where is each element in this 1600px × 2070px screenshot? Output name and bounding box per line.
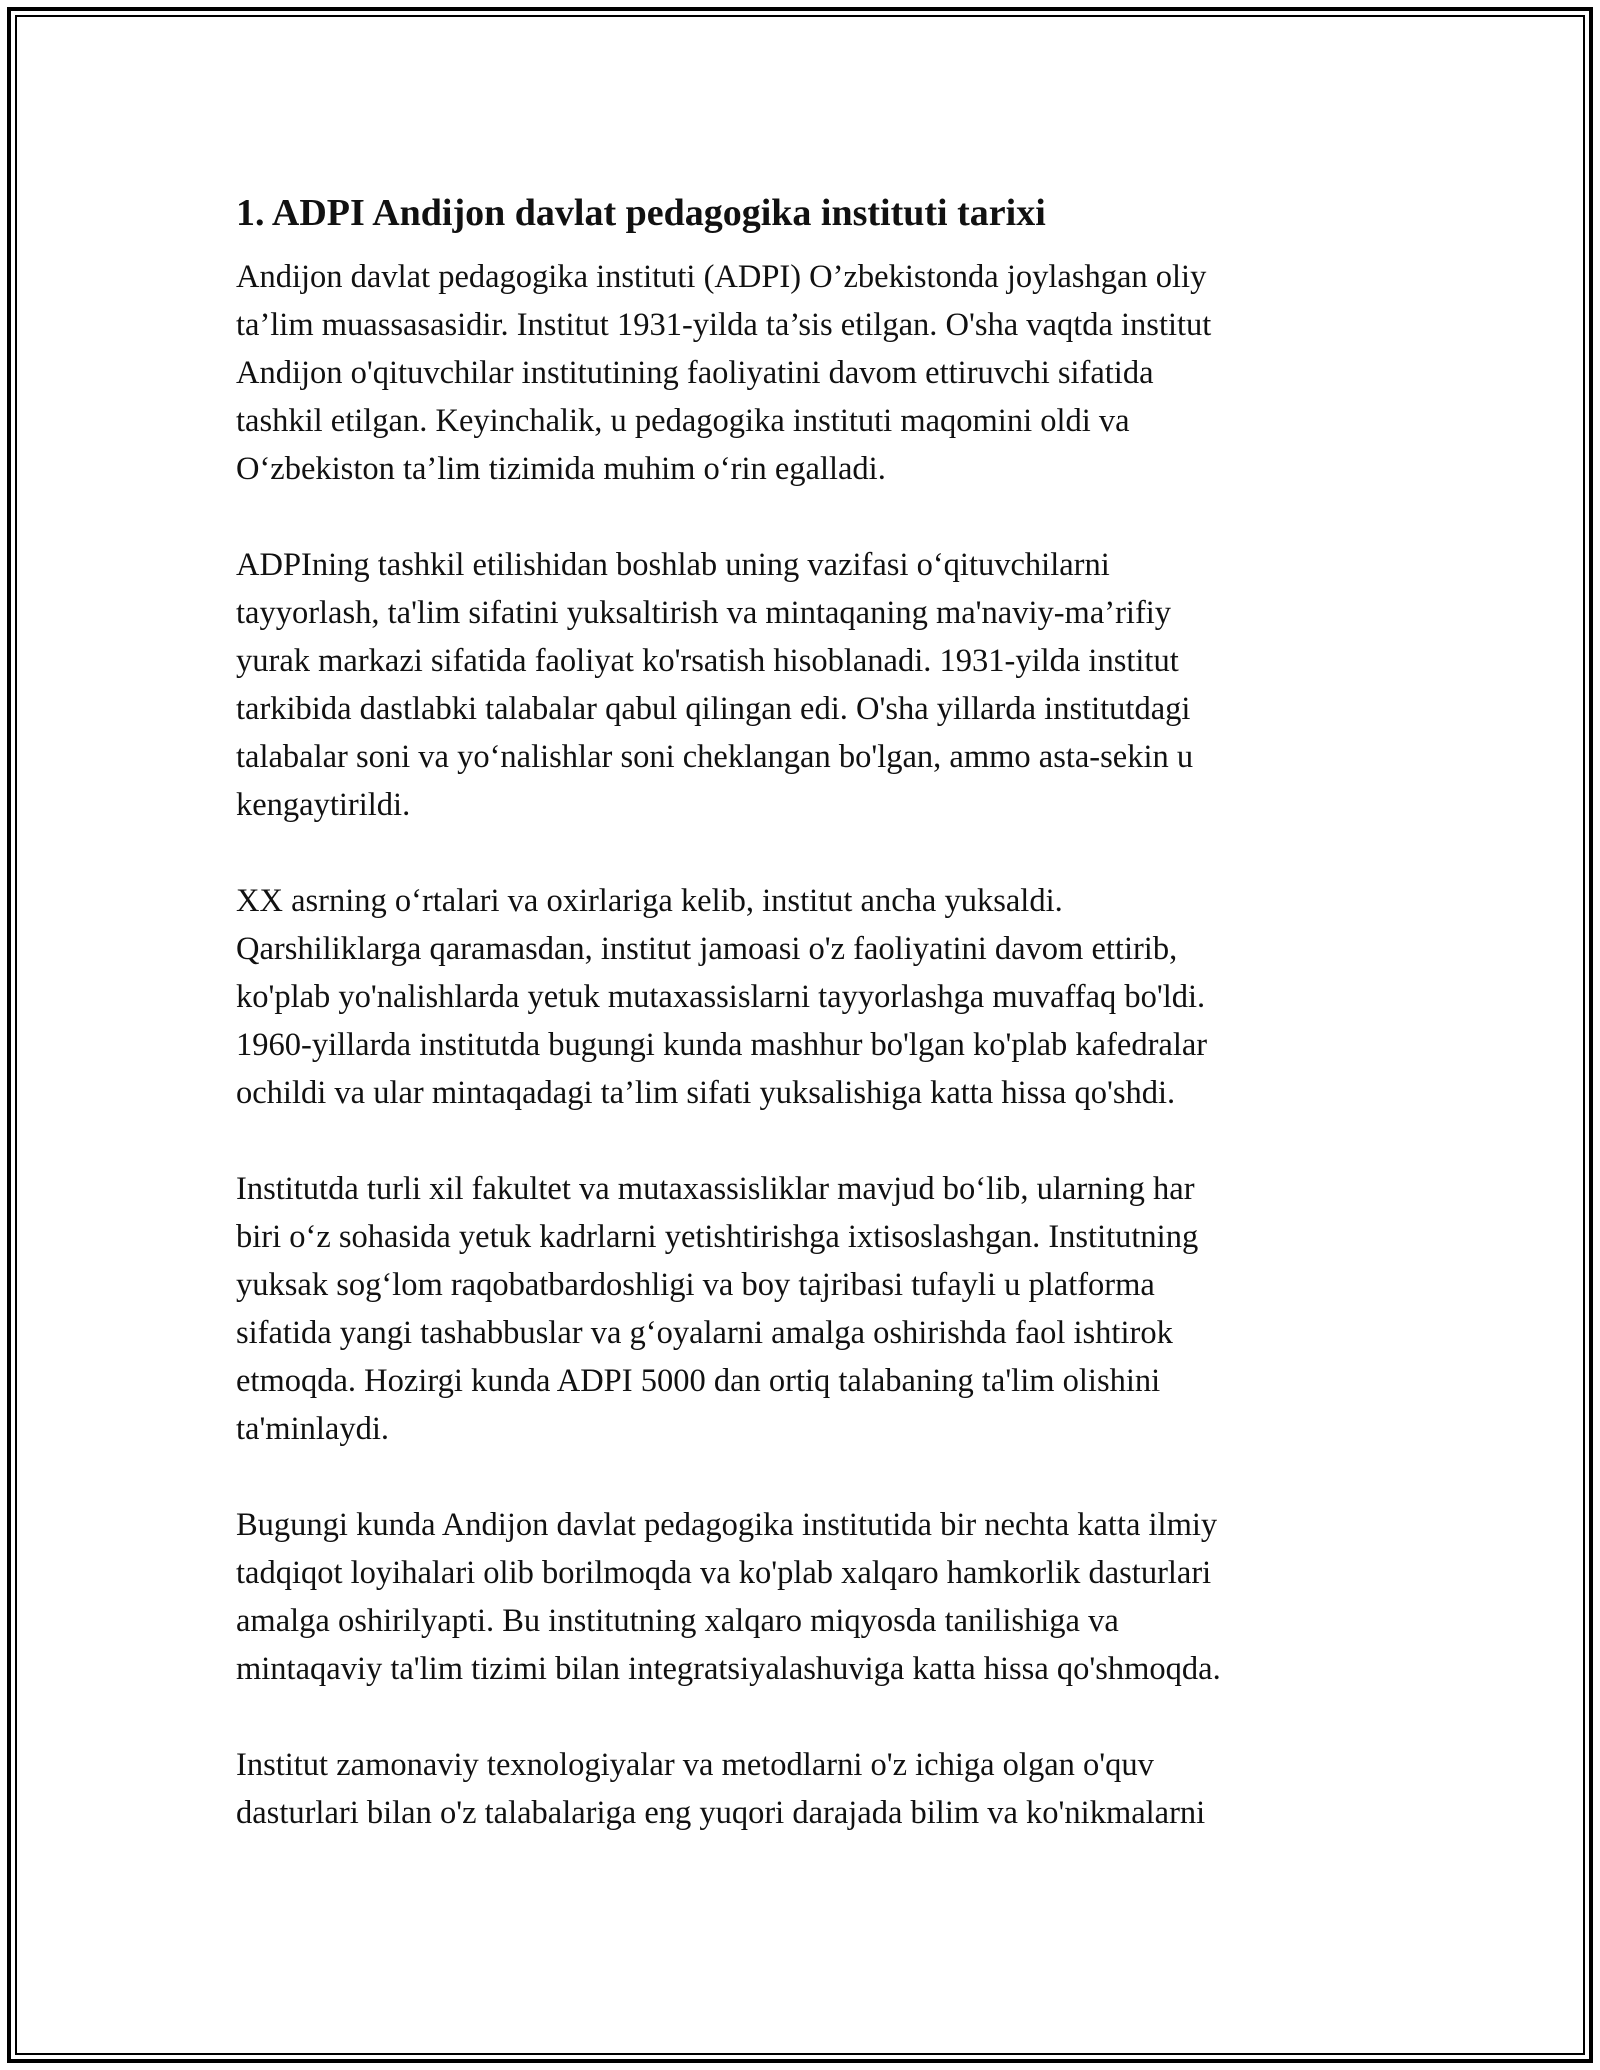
paragraph-5 [236,1501,1386,1693]
text-line: Institutda turli xil fakultet va mutaxassisliklar mavjud bo‘lib, ularning har [236,1171,1195,1207]
text-line: tadqiqot loyihalari olib borilmoqda va ko'plab xalqaro hamkorlik dasturlari [236,1555,1212,1591]
text-line: ta’lim muassasasidir. Institut 1931-yilda ta’sis etilgan. O'sha vaqtda institut [236,307,1212,343]
text-line: O‘zbekiston ta’lim tizimida muhim o‘rin egalladi. [236,451,886,487]
text-line: biri o‘z sohasida yetuk kadrlarni yetishtirishga ixtisoslashgan. Institutning [236,1219,1199,1255]
paragraph-1 [236,253,1386,493]
paragraph-3 [236,877,1386,1117]
paragraph-4 [236,1165,1386,1453]
text-line: etmoqda. Hozirgi kunda ADPI 5000 dan ortiq talabaning ta'lim olishini [236,1363,1161,1399]
text-line: sifatida yangi tashabbuslar va g‘oyalarni amalga oshirishda faol ishtirok [236,1315,1173,1351]
text-line: talabalar soni va yo‘nalishlar soni cheklangan bo'lgan, ammo asta-sekin u [236,739,1194,775]
text-line: Institut zamonaviy texnologiyalar va metodlarni o'z ichiga olgan o'quv [236,1747,1154,1783]
text-line: XX asrning o‘rtalari va oxirlariga kelib, institut ancha yuksaldi. [236,883,1063,919]
text-line: kengaytirildi. [236,787,411,823]
document-title: 1. ADPI Andijon davlat pedagogika instituti tarixi [236,192,1046,234]
text-line: tarkibida dastlabki talabalar qabul qilingan edi. O'sha yillarda institutdagi [236,691,1191,727]
text-line: tayyorlash, ta'lim sifatini yuksaltirish va mintaqaning ma'naviy-ma’rifiy [236,595,1172,631]
text-line: tashkil etilgan. Keyinchalik, u pedagogika instituti maqomini oldi va [236,403,1130,439]
text-line: yuksak sog‘lom raqobatbardoshligi va boy tajribasi tufayli u platforma [236,1267,1155,1303]
text-line: 1960-yillarda institutda bugungi kunda mashhur bo'lgan ko'plab kafedralar [236,1027,1208,1063]
document-body [236,185,1386,1885]
text-line: ADPIning tashkil etilishidan boshlab uning vazifasi o‘qituvchilarni [236,547,1110,583]
text-line: ochildi va ular mintaqadagi ta’lim sifati yuksalishiga katta hissa qo'shdi. [236,1075,1176,1111]
text-line: yurak markazi sifatida faoliyat ko'rsatish hisoblanadi. 1931-yilda institut [236,643,1179,679]
text-line: ta'minlaydi. [236,1411,389,1447]
text-line: ko'plab yo'nalishlarda yetuk mutaxassislarni tayyorlashga muvaffaq bo'ldi. [236,979,1206,1015]
text-line: dasturlari bilan o'z talabalariga eng yuqori darajada bilim va ko'nikmalarni [236,1795,1206,1831]
text-line: Andijon davlat pedagogika instituti (ADPI) O’zbekistonda joylashgan oliy [236,259,1207,295]
paragraph-6 [236,1741,1386,1837]
text-line: mintaqaviy ta'lim tizimi bilan integratsiyalashuviga katta hissa qo'shmoqda. [236,1651,1221,1687]
text-line: amalga oshirilyapti. Bu institutning xalqaro miqyosda tanilishiga va [236,1603,1119,1639]
text-line: Qarshiliklarga qaramasdan, institut jamoasi o'z faoliyatini davom ettirib, [236,931,1178,967]
text-line: Andijon o'qituvchilar institutining faoliyatini davom ettiruvchi sifatida [236,355,1154,391]
paragraph-2 [236,541,1386,829]
text-line: Bugungi kunda Andijon davlat pedagogika institutida bir nechta katta ilmiy [236,1507,1218,1543]
